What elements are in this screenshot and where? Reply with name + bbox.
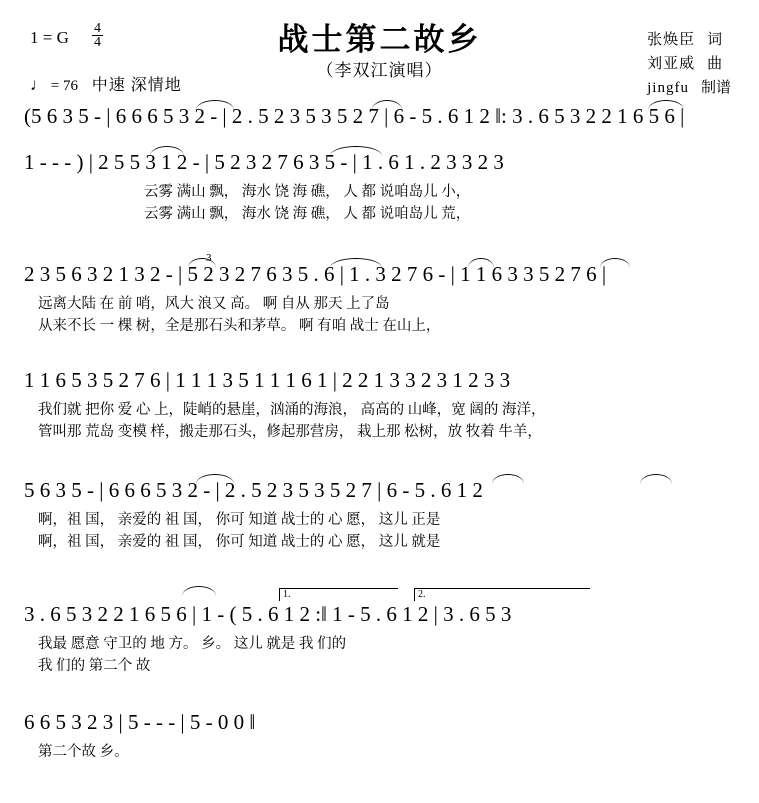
slur-arc [372, 100, 402, 110]
quarter-note-icon: ♩ [30, 75, 47, 94]
lyric-line-2: 我 们的 第二个 故 [38, 658, 151, 674]
performer-subtitle: （李双江演唱） [316, 61, 443, 80]
slur-arc [196, 100, 234, 110]
notation-line: 5 6 3 5 - | 6 6 6 5 3 2 - | 2 . 5 2 3 5 3 5 2 7 | 6 - 5 . 6 1 2 [24, 478, 483, 502]
system-7 [24, 710, 736, 762]
credit-engraver: jingfu 制谱 [647, 80, 731, 96]
system-3 [24, 262, 736, 336]
slur-arc [648, 100, 684, 110]
system-5 [24, 478, 736, 552]
slur-arc [492, 474, 524, 484]
tempo-expression: 中速 深情地 [91, 77, 182, 94]
slur-arc [600, 258, 630, 268]
slur-arc [330, 258, 382, 268]
system-6 [24, 590, 736, 676]
lyric-line-2: 管叫那 荒岛 变模 样，搬走那石头，修起那营房， 栽上那 松树，放 牧着 牛羊， [38, 424, 542, 440]
credit-lyricist: 张焕臣 词 [647, 32, 723, 48]
tempo-value: = 76 [50, 78, 78, 94]
notation-line: 2 3 5 6 3 2 1 3 2 - | 5 2 3 2 7 6 3 5 . 6 | 1 . 3 2 7 6 - | 1 1 6 3 3 5 2 7 6 | [24, 262, 607, 286]
time-signature: $\frac{4}{4}$ [94, 21, 101, 50]
lyric-line-1: 我们就 把你 爱 心 上，陡峭的悬崖，汹涌的海浪， 高高的 山峰，宽 阔的 海洋， [38, 402, 546, 418]
notation-line: 6 6 5 3 2 3 | 5 - - - | 5 - 0 0 ‖ [24, 710, 256, 734]
volta-label-1: 1. [283, 589, 291, 600]
slur-arc [150, 146, 184, 156]
lyric-line-1: 啊，祖 国， 亲爱的 祖 国， 你可 知道 战士的 心 愿， 这儿 正是 [38, 512, 441, 528]
slur-arc [640, 474, 672, 484]
lyric-line-1: 第二个故 乡。 [38, 744, 129, 760]
notation-line: 1 - - - ) | 2 5 5 3 1 2 - | 5 2 3 2 7 6 3 5 - | 1 . 6 1 . 2 3 3 2 3 [24, 150, 504, 174]
slur-arc [196, 474, 234, 484]
volta-label-2: 2. [418, 589, 426, 600]
page-title: 战士第二故乡 [277, 22, 482, 57]
notation-line: 1 1 6 5 3 5 2 7 6 | 1 1 1 3 5 1 1 1 6 1 | 2 2 1 3 3 2 3 1 2 3 3 [24, 368, 511, 392]
slur-arc [330, 146, 382, 156]
system-2 [24, 150, 736, 224]
volta-bracket-1 [279, 588, 398, 601]
lyric-line-1: 远离大陆 在 前 哨，风大 浪又 高。 啊 自从 那天 上了岛 [38, 296, 390, 312]
notation-line: 3 . 6 5 3 2 2 1 6 5 6 | 1 - ( 5 . 6 1 2 :‖ 1 - 5 . 6 1 2 | 3 . 6 5 3 [24, 602, 512, 626]
slur-arc [468, 258, 494, 268]
credit-composer: 刘亚威 曲 [647, 56, 723, 72]
slur-arc [182, 586, 216, 596]
tempo-marking [30, 72, 182, 95]
notation-line: (5 6 3 5 - | 6 6 6 5 3 2 - | 2 . 5 2 3 5 3 5 2 7 | 6 - 5 . 6 1 2 ‖: 3 . 6 5 3 2 2 1 6 5 6 | [24, 104, 685, 128]
lyric-line-1: 我最 愿意 守卫的 地 方。 乡。 这儿 就是 我 们的 [38, 636, 347, 652]
volta-bracket-2 [414, 588, 590, 601]
lyric-line-2: 云雾 满山 飘， 海水 饶 海 礁， 人 都 说咱岛儿 荒， [144, 206, 471, 222]
triplet-marking: 3 [206, 252, 212, 264]
lyric-line-2: 啊，祖 国， 亲爱的 祖 国， 你可 知道 战士的 心 愿， 这儿 就是 [38, 534, 441, 550]
credits-block [647, 28, 731, 100]
system-4 [24, 368, 736, 442]
key-signature: 1 = G [30, 28, 69, 47]
lyric-line-2: 从来不长 一 棵 树，全是那石头和茅草。 啊 有咱 战士 在山上， [38, 318, 441, 334]
lyric-line-1: 云雾 满山 飘， 海水 饶 海 礁， 人 都 说咱岛儿 小， [144, 184, 471, 200]
